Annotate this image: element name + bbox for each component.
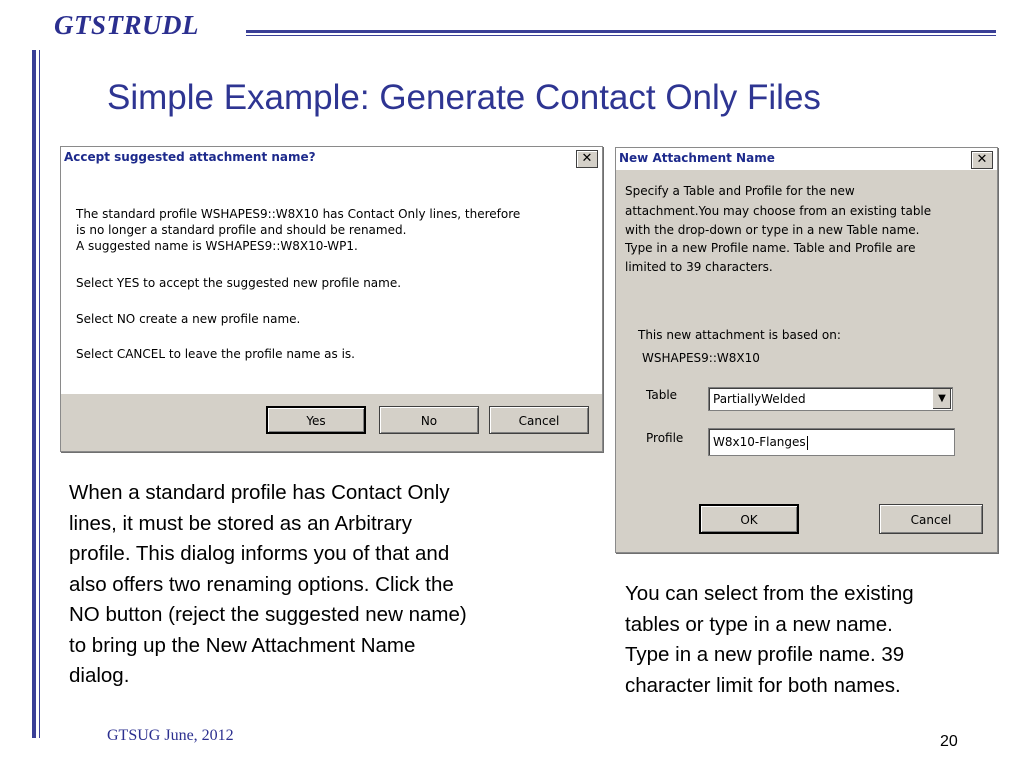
text-line: When a standard profile has Contact Only [69, 481, 450, 504]
intro-line: attachment.You may choose from an existing table [625, 204, 932, 218]
text-line: to bring up the New Attachment Name [69, 633, 416, 657]
right-explanation [625, 579, 914, 701]
yes-button[interactable]: Yes [266, 406, 366, 434]
message-line: A suggested name is WSHAPES9::W8X10-WP1. [76, 239, 358, 253]
footer-event: GTSUG June, 2012 [107, 727, 234, 744]
left-explanation [69, 478, 467, 692]
text-cursor [807, 436, 808, 450]
dialog-title: New Attachment Name [619, 151, 775, 165]
table-combobox[interactable] [708, 387, 953, 411]
message-line: Select NO create a new profile name. [76, 312, 301, 326]
left-rule [32, 50, 36, 738]
text-line: Type in a new profile name. 39 [625, 643, 905, 666]
close-icon[interactable]: ✕ [576, 150, 598, 168]
text-line: dialog. [69, 664, 130, 687]
intro-line: limited to 39 characters. [625, 260, 773, 274]
based-on-label: This new attachment is based on: [638, 328, 841, 342]
message-line: Select YES to accept the suggested new profile name. [76, 276, 402, 290]
profile-label: Profile [646, 431, 684, 445]
based-on-value: WSHAPES9::W8X10 [642, 351, 760, 365]
text-line: NO button (reject the suggested new name) [69, 603, 467, 626]
dropdown-arrow-icon[interactable]: ▼ [932, 389, 951, 409]
table-value: PartiallyWelded [713, 392, 806, 406]
header-rule-thin [246, 35, 996, 36]
page-number: 20 [940, 733, 958, 750]
left-rule-thin [39, 50, 40, 738]
close-icon[interactable]: ✕ [971, 151, 993, 169]
cancel-button[interactable]: Cancel [489, 406, 589, 434]
text-line: tables or type in a new name. [625, 612, 893, 636]
slide-title: Simple Example: Generate Contact Only Files [107, 78, 821, 117]
message-line: The standard profile WSHAPES9::W8X10 has Contact Only lines, therefore [76, 207, 521, 221]
brand-logo-text: GTSTRUDL [54, 10, 199, 40]
intro-line: with the drop-down or type in a new Table name. [625, 223, 920, 237]
text-line: character limit for both names. [625, 673, 901, 697]
message-line: is no longer a standard profile and should be renamed. [76, 223, 407, 237]
text-line: profile. This dialog informs you of that and [69, 542, 450, 565]
dialog-titlebar [616, 148, 997, 170]
header-rule [246, 30, 996, 33]
new-attachment-dialog [615, 147, 998, 553]
profile-value: W8x10-Flanges [713, 435, 806, 449]
intro-line: Type in a new Profile name. Table and Profile are [625, 241, 916, 255]
text-line: also offers two renaming options. Click the [69, 572, 454, 596]
table-label: Table [646, 388, 678, 402]
dialog-title: Accept suggested attachment name? [64, 150, 316, 164]
ok-button[interactable]: OK [699, 504, 799, 534]
text-line: You can select from the existing [625, 582, 914, 605]
dialog-titlebar [61, 147, 602, 169]
intro-line: Specify a Table and Profile for the new [625, 184, 855, 198]
profile-input[interactable] [708, 428, 955, 456]
text-line: lines, it must be stored as an Arbitrary [69, 511, 412, 535]
accept-name-dialog [60, 146, 603, 452]
message-line: Select CANCEL to leave the profile name as is. [76, 347, 355, 361]
cancel-button[interactable]: Cancel [879, 504, 983, 534]
no-button[interactable]: No [379, 406, 479, 434]
